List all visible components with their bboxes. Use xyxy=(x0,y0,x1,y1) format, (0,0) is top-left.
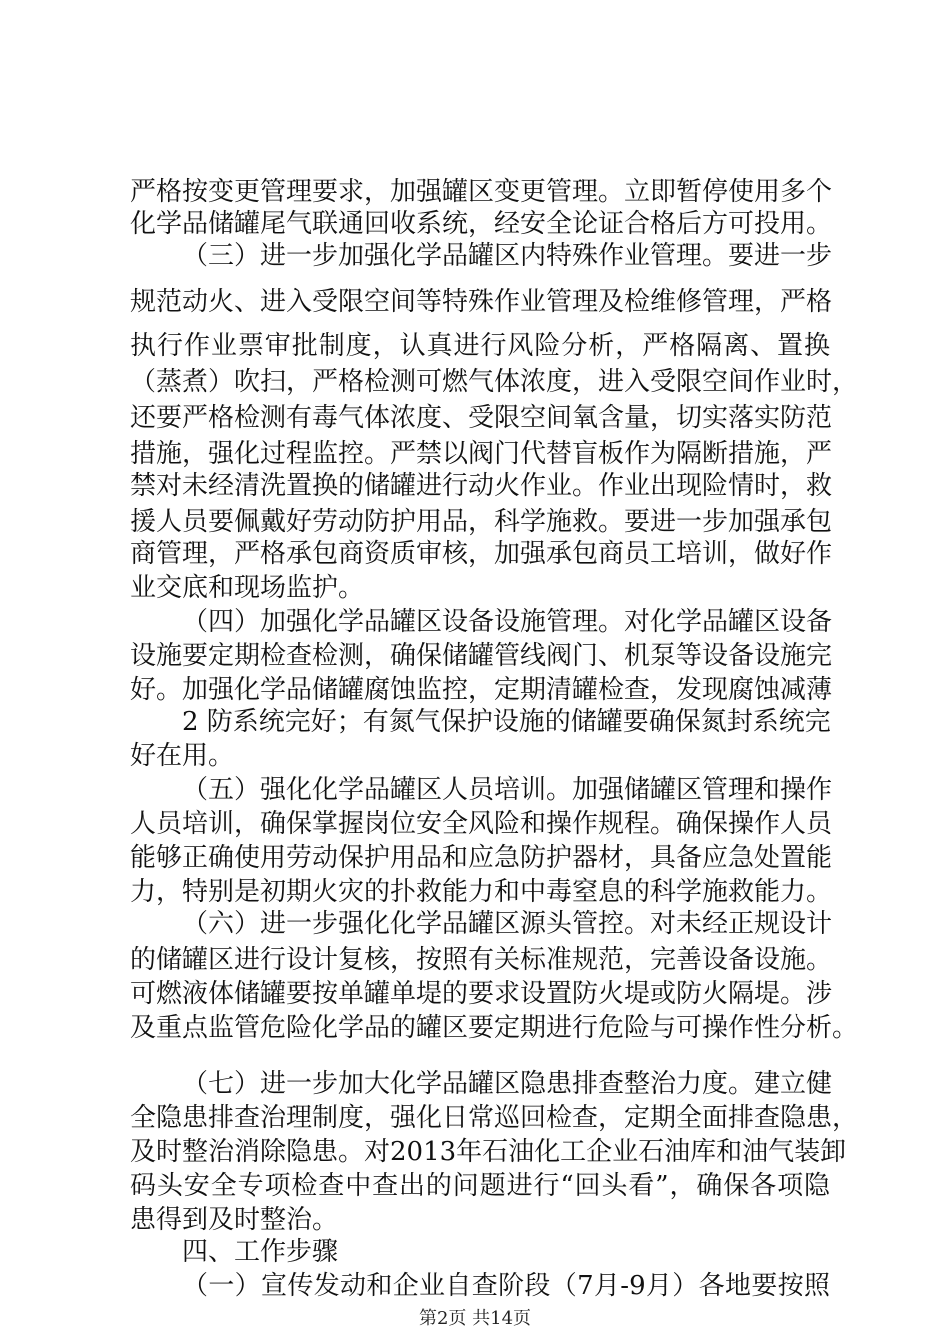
text-line: 严格按变更管理要求，加强罐区变更管理。立即暂停使用多个 xyxy=(130,177,833,207)
text-line: 执行作业票审批制度，认真进行风险分析，严格隔离、置换 xyxy=(130,331,830,361)
text-line: 2 防系统完好；有氮气保护设施的储罐要确保氮封系统完 xyxy=(182,707,831,737)
text-line: 好。加强化学品储罐腐蚀监控，定期清罐检查，发现腐蚀减薄 xyxy=(130,675,833,705)
text-line: （六）进一步强化化学品罐区源头管控。对未经正规设计 xyxy=(182,909,833,939)
text-line: 还要严格检测有毒气体浓度、受限空间氧含量，切实落实防范 xyxy=(130,403,833,433)
text-line: 及重点监管危险化学品的罐区要定期进行危险与可操作性分析。 xyxy=(130,1013,859,1043)
text-line: （三）进一步加强化学品罐区内特殊作业管理。要进一步 xyxy=(182,241,833,271)
text-line: 设施要定期检查检测，确保储罐管线阀门、机泵等设备设施完 xyxy=(130,641,833,671)
text-line: （五）强化化学品罐区人员培训。加强储罐区管理和操作 xyxy=(182,775,833,805)
text-line: 化学品储罐尾气联通回收系统，经安全论证合格后方可投用。 xyxy=(130,209,833,239)
text-line: （四）加强化学品罐区设备设施管理。对化学品罐区设备 xyxy=(182,607,833,637)
page-number-footer: 第2页 共14页 xyxy=(418,1308,532,1329)
text-line: 商管理，严格承包商资质审核，加强承包商员工培训，做好作 xyxy=(130,539,833,569)
text-line: （蒸煮）吹扫，严格检测可燃气体浓度，进入受限空间作业时， xyxy=(130,367,859,397)
text-line: 禁对未经清洗置换的储罐进行动火作业。作业出现险情时，救 xyxy=(130,471,833,501)
section-heading: 四、工作步骤 xyxy=(182,1237,339,1267)
text-line: 力，特别是初期火灾的扑救能力和中毒窒息的科学施救能力。 xyxy=(130,877,833,907)
text-line: 援人员要佩戴好劳动防护用品，科学施救。要进一步加强承包 xyxy=(130,507,833,537)
text-line: 业交底和现场监护。 xyxy=(130,573,365,603)
text-line: （一）宣传发动和企业自查阶段（7月-9月）各地要按照 xyxy=(182,1271,830,1301)
text-line: 及时整治消除隐患。对2013年石油化工企业石油库和油气装卸 xyxy=(130,1137,847,1167)
text-line: 人员培训，确保掌握岗位安全风险和操作规程。确保操作人员 xyxy=(130,809,833,839)
text-line: 措施，强化过程监控。严禁以阀门代替盲板作为隔断措施，严 xyxy=(130,439,833,469)
text-line: 全隐患排查治理制度，强化日常巡回检查，定期全面排查隐患， xyxy=(130,1103,859,1133)
text-line: 能够正确使用劳动保护用品和应急防护器材，具备应急处置能 xyxy=(130,843,833,873)
text-line: 规范动火、进入受限空间等特殊作业管理及检维修管理，严格 xyxy=(130,287,833,317)
text-line: 患得到及时整治。 xyxy=(130,1205,339,1235)
text-line: 可燃液体储罐要按单罐单堤的要求设置防火堤或防火隔堤。涉 xyxy=(130,979,833,1009)
text-line: 好在用。 xyxy=(130,741,235,771)
text-line: 码头安全专项检查中查出的问题进行“回头看”，确保各项隐 xyxy=(130,1171,830,1201)
text-line: （七）进一步加大化学品罐区隐患排查整治力度。建立健 xyxy=(182,1069,833,1099)
text-line: 的储罐区进行设计复核，按照有关标准规范，完善设备设施。 xyxy=(130,945,833,975)
